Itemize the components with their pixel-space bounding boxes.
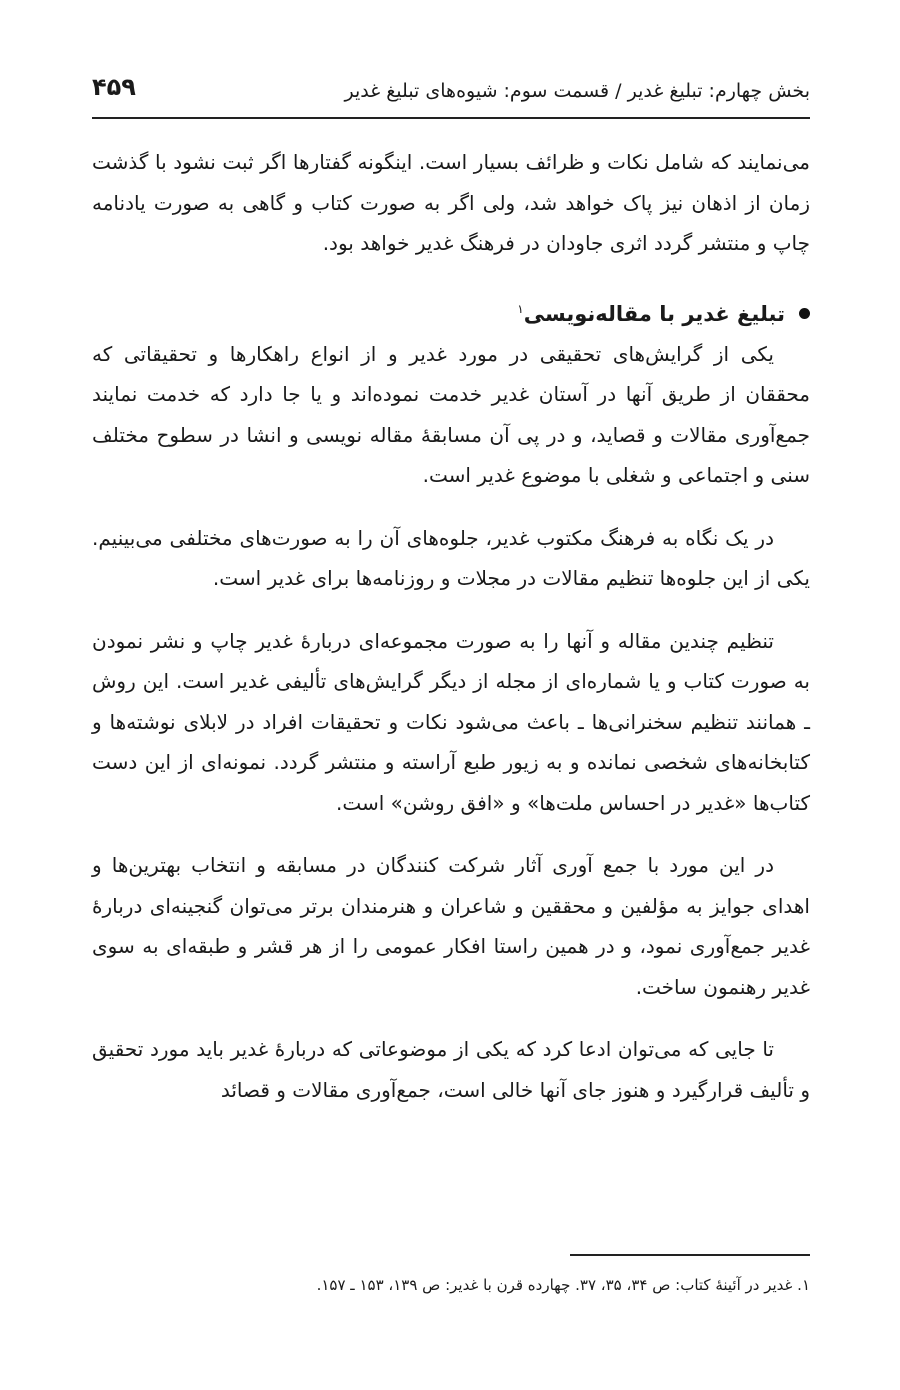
running-header-title: بخش چهارم: تبلیغ غدیر / قسمت سوم: شیوه‌های تبلیغ غدیر <box>344 80 810 102</box>
paragraph: در یک نگاه به فرهنگ مکتوب غدیر، جلوه‌های آن را به صورت‌های مختلفی می‌بینیم. یکی از این جلوه‌ها تنظیم مقالات در مجلات و روزنامه‌ها برای غدیر است. <box>92 525 810 590</box>
bullet-icon <box>799 308 810 319</box>
paragraph: یکی از گرایش‌های تحقیقی در مورد غدیر و از انواع راهکارها و تحقیقاتی که محققان از طریق آنها در آستان غدیر خدمت نموده‌اند و یا جا دارد که خدمت نمایند جمع‌آوری مقالات و قصاید، و در پی آن مسابقهٔ مقاله نویسی و انشا در سطوح مختلف سنی و اجتماعی و شغلی با موضوع غدیر است. <box>92 341 810 487</box>
running-header <box>92 72 810 112</box>
footnote-divider <box>570 1254 810 1256</box>
paragraph-continued: می‌نمایند که شامل نکات و ظرائف بسیار است. اینگونه گفتارها اگر ثبت نشود با گذشت زمان از اذهان نیز پاک خواهد شد، ولی اگر به صورت کتاب و گاهی به صورت یادنامه چاپ و منتشر گردد اثری جاودان در فرهنگ غدیر خواهد بود. <box>92 150 810 255</box>
paragraph-gap <box>92 599 810 621</box>
body-text <box>92 142 810 1110</box>
paragraph-gap <box>92 1007 810 1029</box>
paragraph-gap <box>92 823 810 845</box>
section-heading <box>92 294 810 334</box>
paragraph-gap <box>92 496 810 518</box>
footnote-reference[interactable]: ۱ <box>517 301 524 316</box>
header-divider <box>92 117 810 119</box>
book-page <box>92 0 810 1390</box>
paragraph: تنظیم چندین مقاله و آنها را به صورت مجموعه‌ای دربارهٔ غدیر چاپ و نشر نمودن به صورت کتاب و یا شماره‌ای از مجله از دیگر گرایش‌های تألیفی غدیر است. این روش ـ همانند تنظیم سخنرانی‌ها ـ باعث می‌شود نکات و تحقیقات افراد در لابلای نوشته‌ها و کتابخانه‌های شخصی نمانده و به زیور طبع آراسته و منتشر گردد. نمونه‌ای از این دست کتاب‌ها «غدیر در احساس ملت‌ها» و «افق روشن» است. <box>92 628 810 815</box>
page-number: ۴۵۹ <box>92 73 136 101</box>
paragraph: در این مورد با جمع آوری آثار شرکت کنندگان در مسابقه و انتخاب بهترین‌ها و اهدای جوایز به مؤلفین و محققین و شاعران و هنرمندان برتر می‌توان گنجینه‌ای دربارهٔ غدیر جمع‌آوری نمود، و در همین راستا افکار عمومی را از هر قشر و طبقه‌ای به سوی غدیر رهنمون ساخت. <box>92 853 810 999</box>
section-heading-text <box>517 294 785 334</box>
footnote: ۱. غدیر در آئینهٔ کتاب: ص ۳۴، ۳۵، ۳۷. چهارده قرن با غدیر: ص ۱۳۹، ۱۵۳ ـ ۱۵۷. <box>316 1276 810 1294</box>
paragraph: تا جایی که می‌توان ادعا کرد که یکی از موضوعاتی که دربارهٔ غدیر باید مورد تحقیق و تألیف قرارگیرد و هنوز جای آنها خالی است، جمع‌آوری مقالات و قصائد <box>92 1037 810 1102</box>
section-heading-label: تبلیغ غدیر با مقاله‌نویسی <box>523 301 785 326</box>
